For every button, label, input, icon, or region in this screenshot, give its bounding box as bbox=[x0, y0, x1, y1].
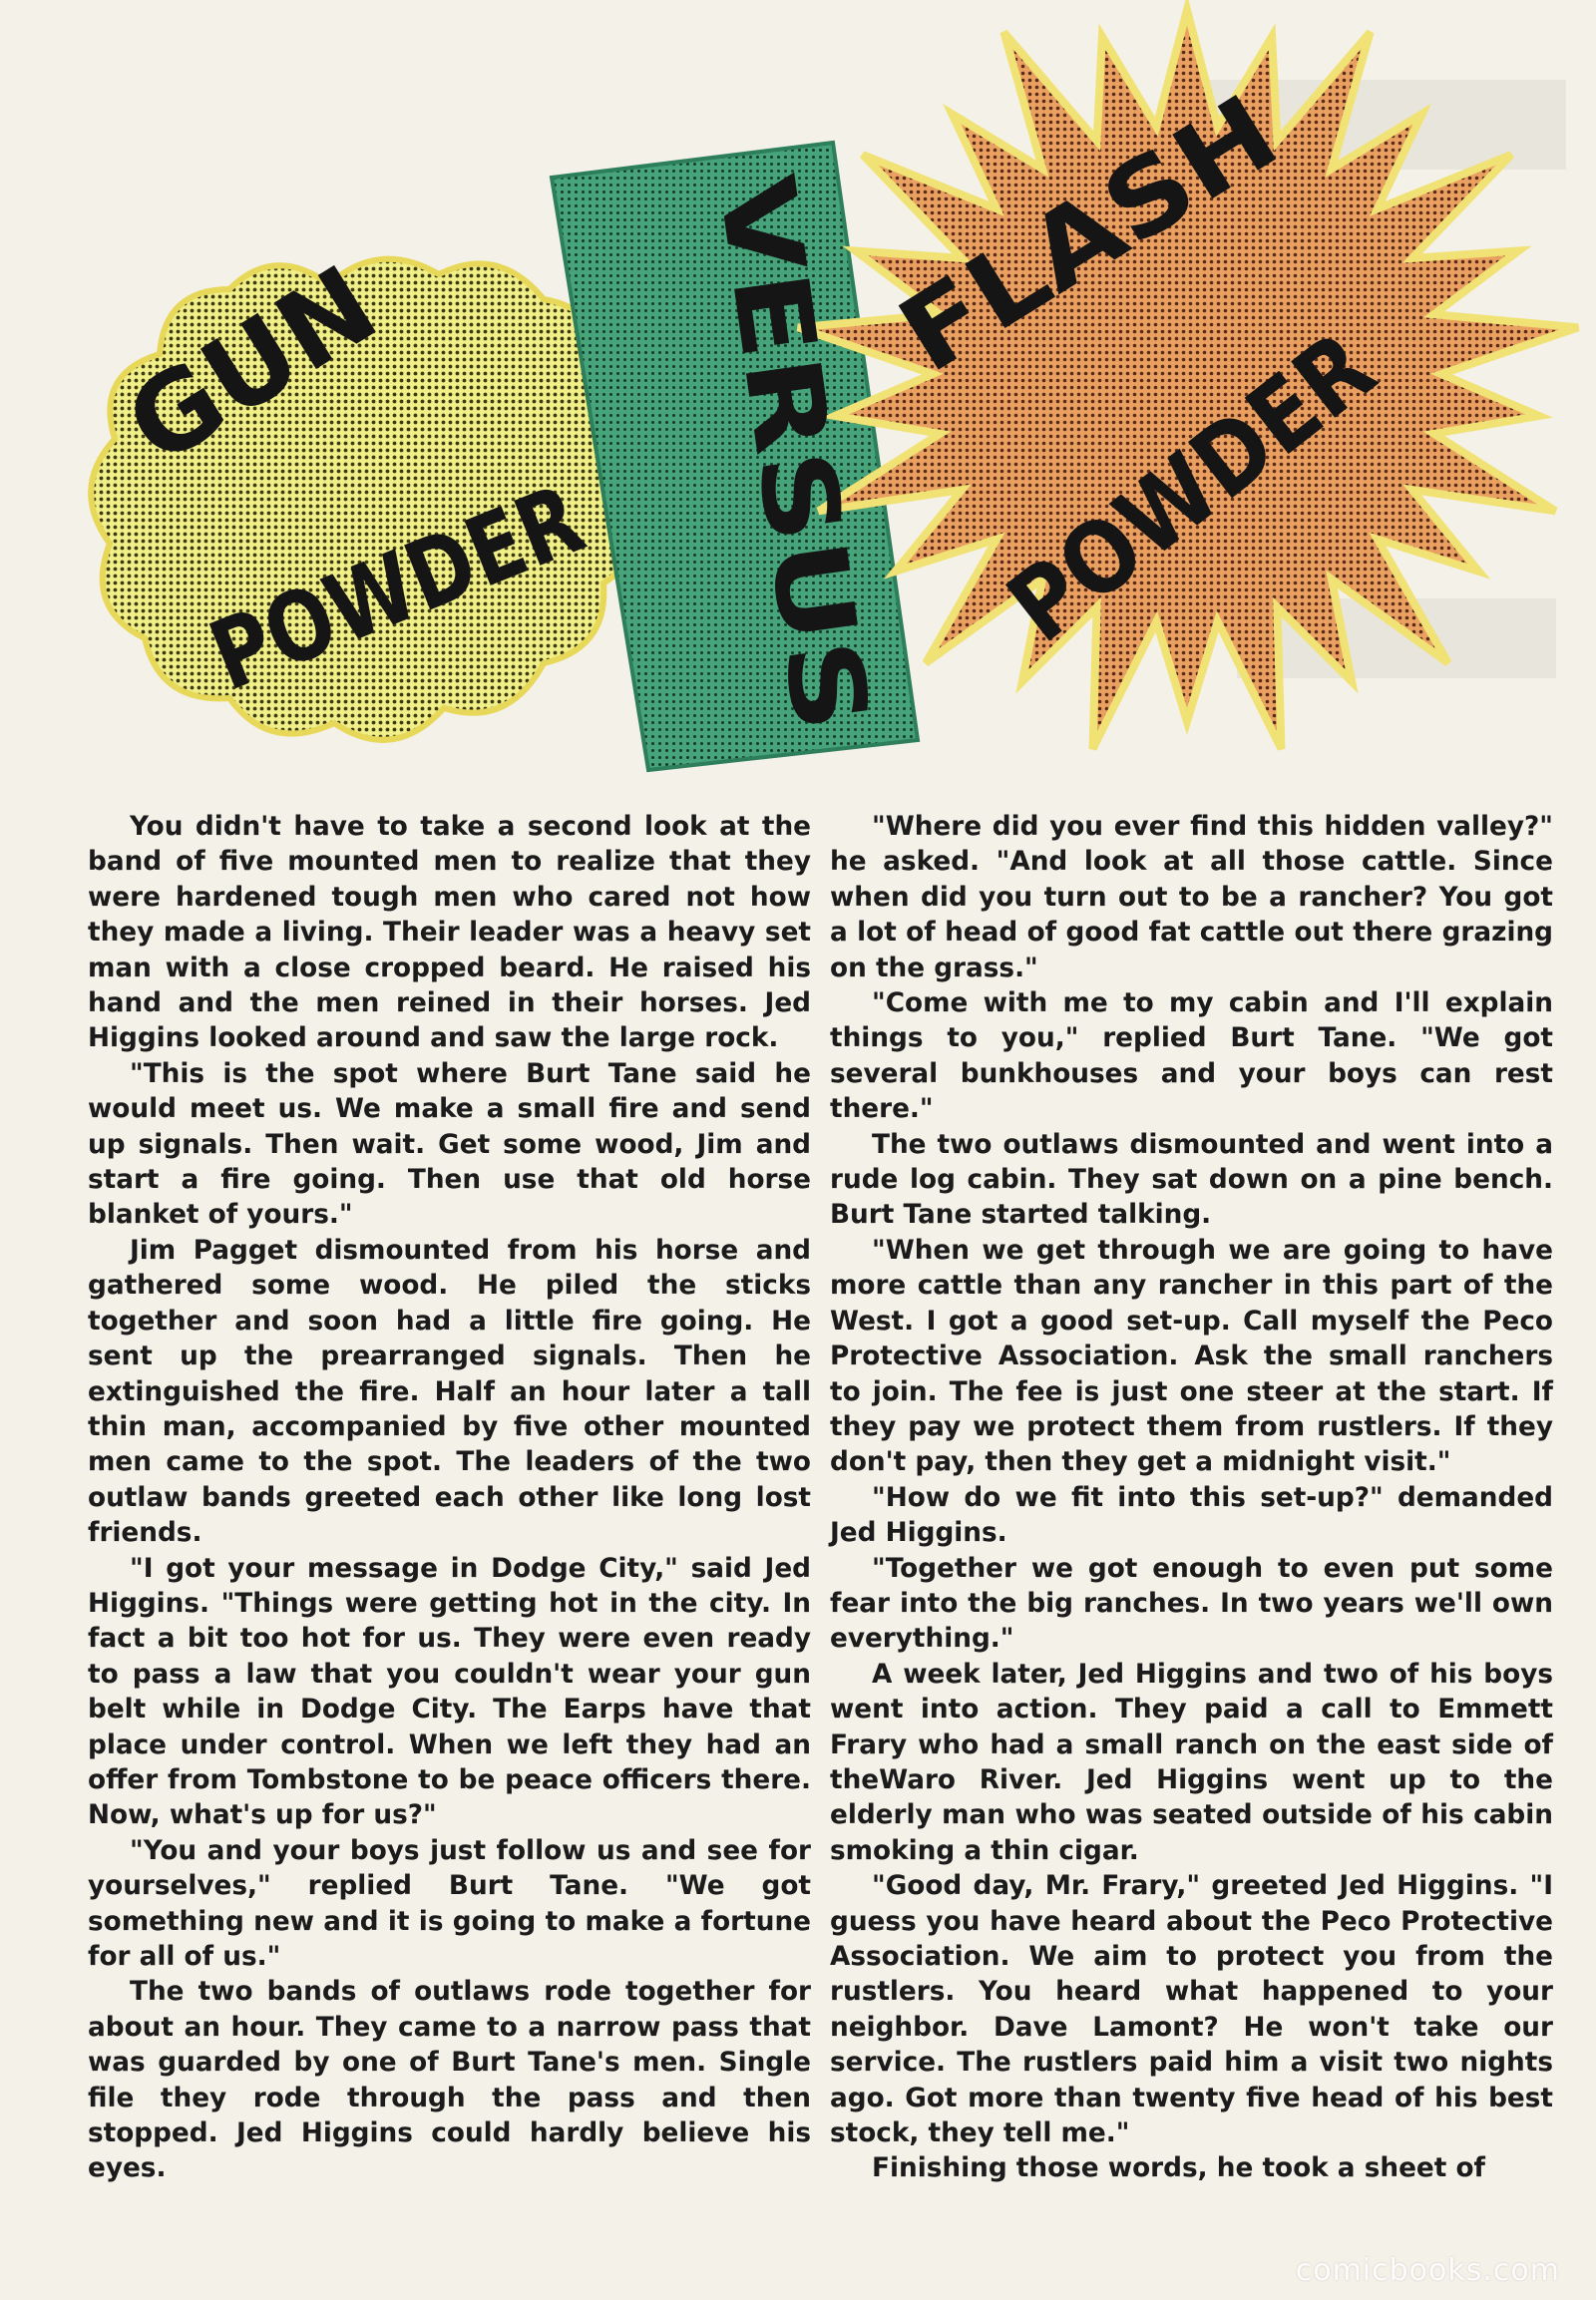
title-powder-left: POWDER bbox=[195, 430, 679, 713]
title-illustration bbox=[0, 0, 1596, 798]
title-versus: VERSUS bbox=[694, 169, 880, 646]
story-column-right bbox=[830, 810, 1553, 2187]
paragraph: Finishing those words, he took a sheet of bbox=[872, 2153, 1485, 2184]
title-gun: GUN bbox=[106, 242, 398, 490]
paragraph: You didn't have to take a second look at the band of five mounted men to realize that they were hardened tough men who cared not how they made a living. Their leader was a heavy set man with a close cropped beard. He raised his hand and the men reined in their horses. Jed Higgins looked around and saw the large rock. bbox=[88, 812, 811, 1054]
paragraph: "You and your boys just follow us and see for yourselves," replied Burt Tane. "We got something new and it is going to make a fortune for all of us." bbox=[88, 1835, 811, 1972]
paragraph: The two outlaws dismounted and went into a rude log cabin. They sat down on a pine bench. Burt Tane started talking. bbox=[830, 1129, 1553, 1231]
paragraph: "Together we got enough to even put some fear into the big ranches. In two years we'll own everything." bbox=[830, 1553, 1553, 1655]
paragraph: Jim Pagget dismounted from his horse and gathered some wood. He piled the sticks together and soon had a little fire going. He sent up the prearranged signals. Then he extinguished the fire. Half an hour later a tall thin man, accompanied by five other mounted men came to the spot. The leaders of the two outlaw bands greeted each other like long lost friends. bbox=[88, 1235, 811, 1549]
story-column-left bbox=[88, 810, 811, 2187]
paragraph: The two bands of outlaws rode together for about an hour. They came to a narrow pass that was guarded by one of Burt Tane's men. Single file they rode through the pass and then stopped. Jed Higgins could hardly believe his eyes. bbox=[88, 1977, 811, 2184]
site-watermark: comicbooks.com bbox=[1295, 2253, 1560, 2288]
paragraph: "Where did you ever find this hidden valley?" he asked. "And look at all those cattle. Since when did you turn out to be a rancher? You got a lot of head of good fat cattle out there grazing on the grass." bbox=[830, 812, 1553, 983]
title-powder-right: POWDER bbox=[988, 275, 1441, 665]
paragraph: "Come with me to my cabin and I'll explain things to you," replied Burt Tane. "We got several bunkhouses and your boys can rest there." bbox=[830, 988, 1553, 1125]
paragraph: "This is the spot where Burt Tane said he would meet us. We make a small fire and send up signals. Then wait. Get some wood, Jim and start a fire going. Then use that old horse blanket of yours." bbox=[88, 1058, 811, 1231]
paragraph: "Good day, Mr. Frary," greeted Jed Higgins. "I guess you have heard about the Peco Protective Association. We aim to protect you from the rustlers. You heard what happened to your neighbor. Dave Lamont? He won't take our service. The rustlers paid him a visit two nights ago. Got more than twenty five head of his best stock, they tell me." bbox=[830, 1871, 1553, 2149]
paragraph: A week later, Jed Higgins and two of his boys went into action. They paid a call to Emmett Frary who had a small ranch on the east side of theWaro River. Jed Higgins went up to the elderly man who was seated outside of his cabin smoking a thin cigar. bbox=[830, 1659, 1553, 1866]
title-flash: FLASH bbox=[878, 92, 1265, 397]
paragraph: "I got your message in Dodge City," said Jed Higgins. "Things were getting hot in the city. In fact a bit too hot for us. They were even ready to pass a law that you couldn't wear your gun belt while in Dodge City. The Earps have that place under control. When we left they had an offer from Tombstone to be peace officers there. Now, what's up for us?" bbox=[88, 1553, 811, 1831]
paragraph: "When we get through we are going to have more cattle than any rancher in this part of the West. I got a good set-up. Call myself the Peco Protective Association. Ask the small ranchers to join. The fee is just one steer at the start. If they pay we protect them from rustlers. If they don't pay, then they get a midnight visit." bbox=[830, 1235, 1553, 1478]
paragraph: "How do we fit into this set-up?" demanded Jed Higgins. bbox=[830, 1482, 1553, 1549]
